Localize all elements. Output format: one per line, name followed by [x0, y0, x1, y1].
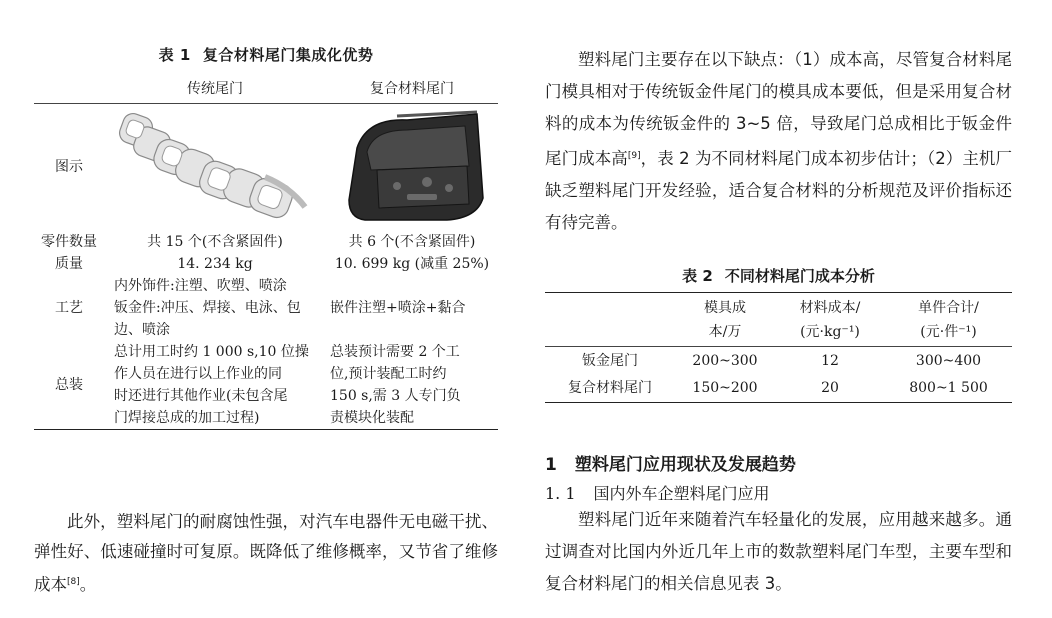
table1-row-figure	[34, 103, 498, 231]
parts-composite: 共 6 个(不含紧固件)	[348, 234, 476, 250]
row-mold: 150~200	[675, 375, 775, 403]
exploded-parts-illustration	[115, 107, 315, 227]
table1-caption	[34, 44, 498, 65]
right-paragraph-text: 塑料尾门主要存在以下缺点：（1）成本高，尽管复合材料尾门模具相对于传统钣金件尾门的模具成本要低，但是采用复合材料的成本为传统钣金件的 3~5 倍，导致尾门总成相比于钣金件尾门成本高	[545, 50, 1012, 168]
table1-row-parts	[34, 231, 498, 253]
section-1-1-number: 1. 1	[545, 484, 576, 503]
unit-header-line: 单件合计/	[918, 300, 979, 316]
table1-col-traditional: 传统尾门	[104, 75, 326, 103]
material-header-line: 材料成本/	[799, 300, 861, 316]
assembly-traditional	[104, 341, 326, 430]
table2-row	[545, 347, 1012, 375]
mass-traditional: 14. 234 kg	[177, 256, 253, 272]
table1-col-composite: 复合材料尾门	[326, 75, 498, 103]
row-label-parts: 零件数量	[41, 234, 97, 250]
section-1-title: 塑料尾门应用现状及发展趋势	[574, 455, 796, 475]
row-material: 12	[821, 352, 839, 369]
process-traditional	[104, 275, 326, 341]
table1-row-assembly	[34, 341, 498, 430]
mold-header-line: 本/万	[708, 324, 742, 340]
assembly-composite-line: 150 s,需 3 人专门负	[330, 388, 461, 404]
right-paragraph-2-text: 塑料尾门近年来随着汽车轻量化的发展，应用越来越多。通过调查对比国内外近几年上市的数款塑料尾门车型，主要车型和复合材料尾门的相关信息见表 3。	[545, 510, 1012, 593]
section-1-number: 1	[545, 455, 557, 475]
table2-col-material	[775, 293, 885, 347]
process-traditional-line: 内外饰件:注塑、吹塑、喷涂	[114, 278, 287, 294]
mold-header-line: 模具成	[704, 300, 746, 316]
process-composite: 嵌件注塑+喷涂+黏合	[330, 300, 466, 316]
right-paragraph-text-2: ，表 2 为不同材料尾门成本初步估计；（2）主机厂缺乏塑料尾门开发经验，适合复合材料的分析规范及评价指标还有待完善。	[545, 149, 1012, 232]
table2-number: 表 2	[682, 267, 713, 285]
assembly-traditional-line: 门焊接总成的加工过程)	[114, 410, 260, 426]
traditional-tailgate-figure	[104, 103, 326, 231]
row-name: 钣金尾门	[582, 352, 638, 369]
process-traditional-line: 钣金件:冲压、焊接、电泳、包	[114, 300, 301, 316]
assembly-composite	[326, 341, 498, 430]
composite-tailgate-figure	[326, 103, 498, 231]
row-label-process: 工艺	[55, 300, 83, 316]
right-body-paragraph-2	[545, 504, 1012, 600]
mass-composite: 10. 699 kg (减重 25%)	[334, 256, 490, 272]
row-label-assembly: 总装	[34, 341, 104, 430]
process-traditional-line: 边、喷涂	[114, 322, 170, 338]
left-paragraph-text: 此外，塑料尾门的耐腐蚀性强，对汽车电器件无电磁干扰、弹性好、低速碰撞时可复原。既降低了维修概率，又节省了维修成本	[34, 512, 498, 594]
assembly-traditional-line: 总计用工时约 1 000 s,10 位操	[114, 344, 309, 360]
assembly-traditional-line: 时还进行其他作业(未包含尾	[114, 388, 288, 404]
unit-header-line: (元·件⁻¹)	[920, 324, 977, 340]
row-unit: 800~1 500	[885, 375, 1012, 403]
table1-number: 表 1	[158, 46, 191, 64]
assembly-composite-line: 责模块化装配	[330, 410, 414, 426]
composite-tailgate-illustration	[337, 108, 487, 226]
table2-row	[545, 375, 1012, 403]
table1	[34, 75, 498, 430]
left-body-paragraph	[34, 507, 498, 600]
table1-corner	[34, 75, 104, 103]
parts-traditional: 共 15 个(不含紧固件)	[147, 234, 283, 250]
table2-col-mold	[675, 293, 775, 347]
assembly-composite-line: 总装预计需要 2 个工	[330, 344, 460, 360]
section-1-1-heading	[545, 481, 770, 504]
assembly-composite-line: 位,预计装配工时约	[330, 366, 447, 382]
table2-title: 不同材料尾门成本分析	[724, 267, 875, 285]
section-1-1-title: 国内外车企塑料尾门应用	[593, 484, 770, 503]
table2-corner	[545, 293, 675, 347]
row-material: 20	[775, 375, 885, 403]
table2-col-unit	[885, 293, 1012, 347]
row-label-mass: 质量	[55, 256, 83, 272]
left-paragraph-end: 。	[79, 575, 97, 594]
table2	[545, 292, 1012, 403]
assembly-traditional-line: 作人员在进行以上作业的同	[114, 366, 282, 382]
row-label-figure: 图示	[55, 159, 83, 176]
row-name: 复合材料尾门	[545, 375, 675, 403]
table1-title: 复合材料尾门集成化优势	[202, 46, 374, 64]
citation-8: [8]	[67, 577, 80, 587]
row-mold: 200~300	[692, 352, 758, 369]
table1-row-mass	[34, 253, 498, 275]
right-body-paragraph	[545, 44, 1012, 239]
table2-caption	[545, 265, 1012, 286]
citation-9: [9]	[627, 151, 641, 161]
material-header-line: (元·kg⁻¹)	[800, 324, 860, 340]
table1-row-process	[34, 275, 498, 341]
section-1-heading	[545, 450, 796, 475]
row-unit: 300~400	[915, 352, 982, 369]
